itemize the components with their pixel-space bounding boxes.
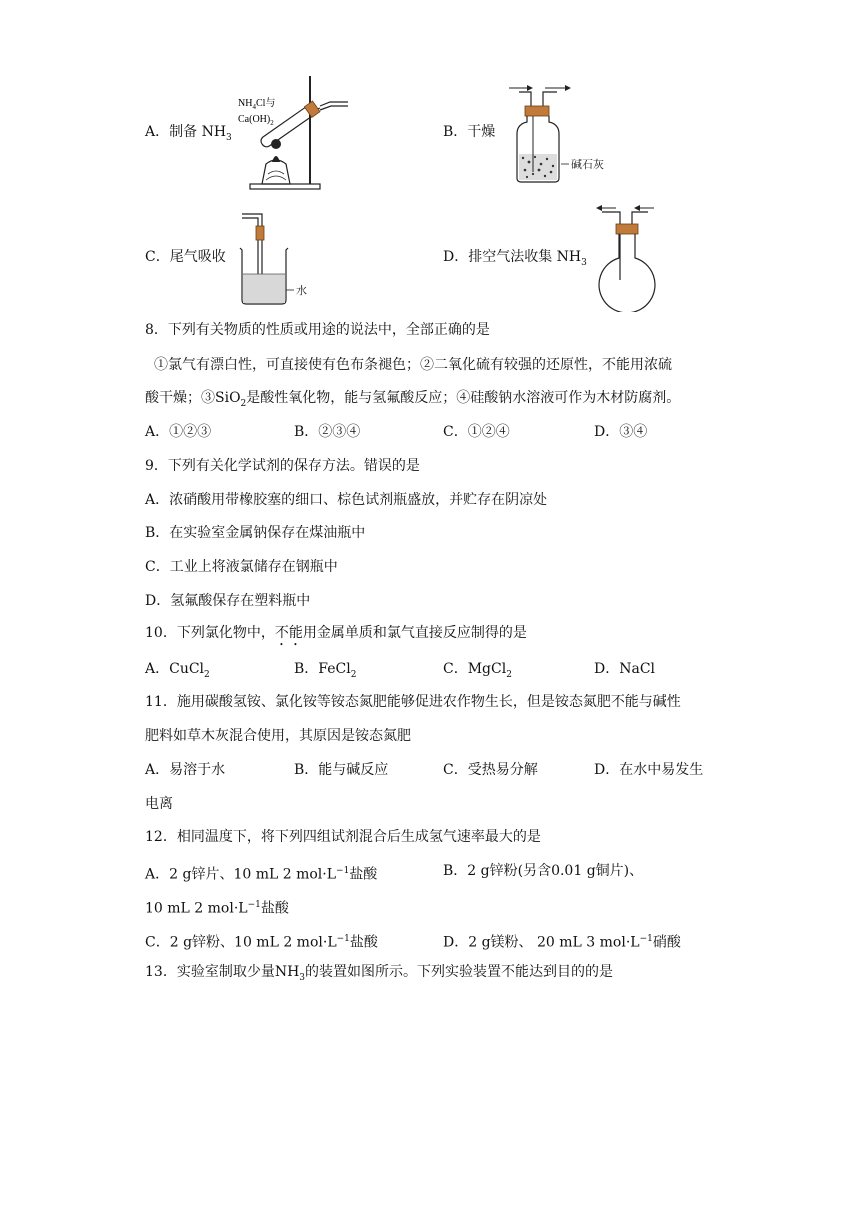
q10-stem: 10．下列氯化物中，不能用金属单质和氯气直接反应制得的是 <box>145 625 527 641</box>
q9-option-a: A．浓硝酸用带橡胶塞的细口、棕色试剂瓶盛放，并贮存在阴凉处 <box>145 492 548 508</box>
q10-emphasis: 不能 <box>274 625 303 641</box>
q11-option-b: B．能与碱反应 <box>294 762 389 778</box>
q8-body-line-2: 酸干燥；③SiO$_2$是酸性氧化物，能与氢氟酸反应；④硅酸钠水溶液可作为木材防腐剂。 <box>145 390 681 409</box>
fig-c-label: 水 <box>296 284 307 297</box>
fig-a-label-2: $Ca(OH)_2$ <box>238 114 274 127</box>
q8-body-line-1: ①氯气有漂白性，可直接使有色布条褪色；②二氧化硫有较强的还原性，不能用浓硫 <box>154 357 672 373</box>
q7-option-c: C．尾气吸收 <box>145 249 226 265</box>
q12-stem: 12．相同温度下，将下列四组试剂混合后生成氢气速率最大的是 <box>145 829 541 845</box>
q12-option-d: D．2 g镁粉、 20 mL 3 $mol\cdot L^{-1}$硝酸 <box>443 934 681 951</box>
q8-option-d: D．③④ <box>594 424 648 440</box>
q12-option-a: A．2 g锌片、10 mL 2 $mol\cdot L^{-1}$盐酸 <box>145 866 378 883</box>
q7-option-b: B．干燥 <box>443 124 496 140</box>
q10-option-d: D．NaCl <box>594 661 656 677</box>
fig-b-label: 碱石灰 <box>571 158 604 171</box>
fig-prepare-nh3 <box>232 72 352 194</box>
q11-stem-line-2: 肥料如草木灰混合使用，其原因是铵态氮肥 <box>145 728 411 744</box>
q8-stem: 8．下列有关物质的性质或用途的说法中，全部正确的是 <box>145 322 490 338</box>
q12-option-c: C．2 g锌粉、10 mL 2 $mol\cdot L^{-1}$盐酸 <box>145 934 378 951</box>
fig-drying-bottle <box>505 82 625 184</box>
fig-a-label-1: $NH_4Cl$与 <box>238 98 276 111</box>
fig-collect-nh3-flask <box>596 200 666 312</box>
q12-option-b-continuation: 10 mL 2 $mol\cdot L^{-1}$盐酸 <box>145 900 289 917</box>
q11-option-c: C．受热易分解 <box>443 762 538 778</box>
q9-option-b: B．在实验室金属钠保存在煤油瓶中 <box>145 525 366 541</box>
q9-option-c: C．工业上将液氯储存在钢瓶中 <box>145 559 338 575</box>
q12-option-b: B．2 g锌粉(另含0.01 g铜片)、 <box>443 863 644 879</box>
q10-option-b: B．FeCl$_2$ <box>294 661 357 680</box>
q8-option-a: A．①②③ <box>145 424 212 440</box>
q9-stem: 9．下列有关化学试剂的保存方法。错误的是 <box>145 458 420 474</box>
q11-option-d-continuation: 电离 <box>145 796 173 812</box>
q11-option-d: D．在水中易发生 <box>594 762 704 778</box>
q8-option-c: C．①②④ <box>443 424 510 440</box>
q7-option-a: A．制备 $NH_3$ <box>145 124 232 143</box>
q10-option-a: A．CuCl$_2$ <box>145 661 210 680</box>
q11-option-a: A．易溶于水 <box>145 762 226 778</box>
q7-option-d: D．排空气法收集 $NH_3$ <box>443 249 587 268</box>
q9-option-d: D．氢氟酸保存在塑料瓶中 <box>145 593 311 609</box>
q13-stem: 13．实验室制取少量$NH_3$的装置如图所示。下列实验装置不能达到目的的是 <box>145 964 614 983</box>
fig-tail-gas-absorption <box>234 208 324 306</box>
q11-stem-line-1: 11．施用碳酸氢铵、氯化铵等铵态氮肥能够促进农作物生长，但是铵态氮肥不能与碱性 <box>145 694 681 710</box>
q10-option-c: C．MgCl$_2$ <box>443 661 512 680</box>
q8-option-b: B．②③④ <box>294 424 361 440</box>
